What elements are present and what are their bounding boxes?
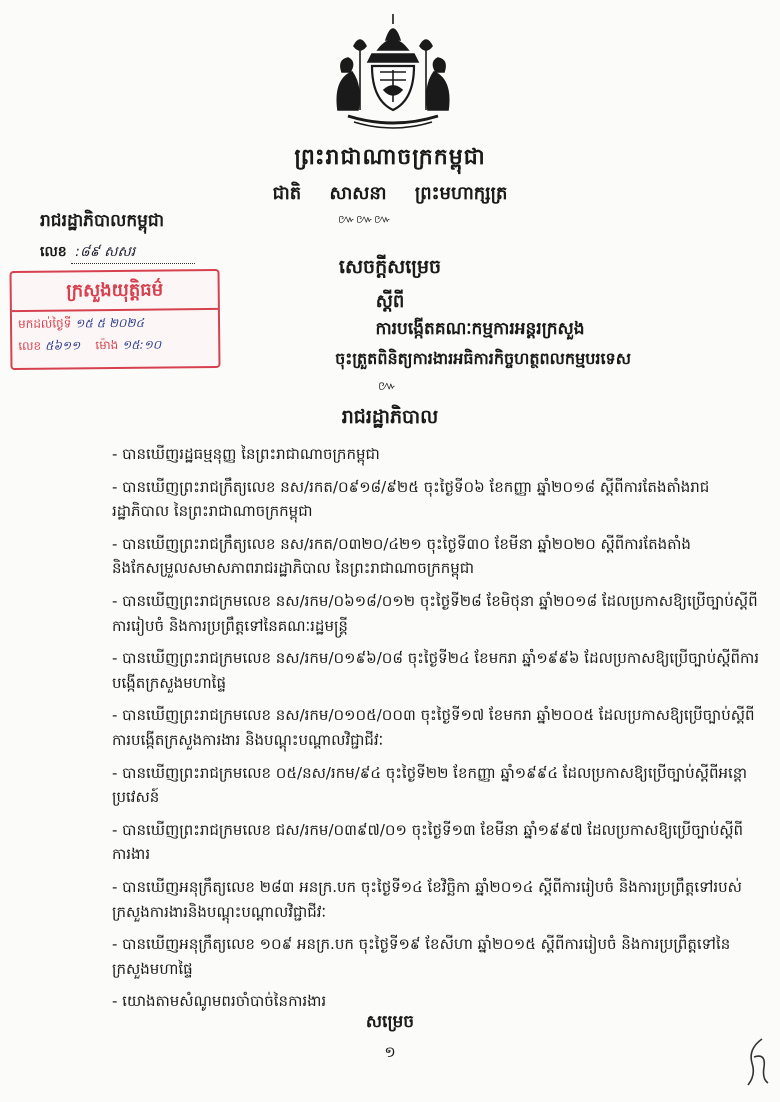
stamp-number-label: លេខ [18,338,42,354]
issuer-name: រាជរដ្ឋាភិបាលកម្ពុជា [40,211,165,231]
subject-line-2: ចុះត្រួតពិនិត្យការងារអធិការកិច្ចហត្ថពលកម្មបរទេស [335,349,631,368]
stamp-received-label: មកដល់ថ្ងៃទី [17,316,72,332]
document-type-title: សេចក្ដីសម្រេច [338,256,442,278]
stamp-number-value: ៥៦១១ [44,338,81,353]
list-item: - យោងតាមសំណូមពរចាំបាច់នៃការងារ [112,992,327,1011]
header-ornament: ៚៚៚ [338,212,392,226]
list-item: - បានឃើញអនុក្រឹត្យលេខ ២៨៣ អនក្រ.បក ចុះថ្ងៃទី១៤ ខែវិច្ឆិកា ឆ្នាំ២០១៤ ស្ដីពីការរៀបចំ និងការប្រព្រឹត្តទៅរបស់ក្រសួងការងារនិងបណ្ដុះបណ្ដាលវិជ្ជាជីវៈ [112,878,742,921]
list-item: - បានឃើញព្រះរាជក្រមលេខ ០៥/នស/រកម/៩៤ ចុះថ្ងៃទី២២ ខែកញ្ញា ឆ្នាំ១៩៩៤ ដែលប្រកាសឱ្យប្រើច្បាប់ស្ដីពីអន្តោប្រវេសន៍ [112,763,748,807]
body-heading: រាជរដ្ឋាភិបាល [341,406,439,428]
decides-heading: សម្រេច [365,1012,415,1032]
stamp-received-date: ១៥ ៥ ២០២៤ [75,315,145,331]
page-number: ១ [384,1043,396,1061]
stamp-time-label: ម៉ោង [95,337,119,353]
list-item: - បានឃើញព្រះរាជក្រឹត្យលេខ នស/រកត/០៩១៨/៩២៥ ចុះថ្ងៃទី០៦ ខែកញ្ញា ឆ្នាំ២០១៨ ស្ដីពីការតែងតាំងរាជរដ្ឋាភិបាល នៃព្រះរាជាណាចក្រកម្ពុជា [112,477,710,521]
preamble-list [112,442,760,1022]
reference-label: លេខ [40,244,67,260]
list-item: - បានឃើញព្រះរាជក្រមលេខ នស/រកម/០៦១៨/០១២ ចុះថ្ងៃទី២៨ ខែមិថុនា ឆ្នាំ២០១៨ ដែលប្រកាសឱ្យប្រើច្បាប់ស្ដីពីការរៀបចំ និងការប្រព្រឹត្តទៅនៃគណៈរដ្ឋមន្ត្រី [112,592,758,635]
handwritten-initial [742,1035,772,1090]
kingdom-name: ព្រះរាជាណាចក្រកម្ពុជា [294,144,486,170]
regarding-label: ស្ដីពី [375,291,405,312]
list-item: - បានឃើញព្រះរាជក្រមលេខ ជស/រកម/០៣៩៧/០១ ចុះថ្ងៃទី១៣ ខែមីនា ឆ្នាំ១៩៩៧ ដែលប្រកាសឱ្យប្រើច្បាប់ស្ដីពីការងារ [112,820,744,864]
list-item: - បានឃើញព្រះរាជក្រមលេខ នស/រកម/០១០៥/០០៣ ចុះថ្ងៃទី១៧ ខែមករា ឆ្នាំ២០០៥ ដែលប្រកាសឱ្យប្រើច្បាប់ស្ដីពីការបង្កើតក្រសួងការងារ និងបណ្ដុះបណ្ដាលវិជ្ជាជីវៈ [112,706,755,749]
stamp-title: ក្រសួងយុត្តិធម៌ [12,271,218,312]
reference-value: :៨៩ សសរ [71,242,195,264]
royal-coat-of-arms-emblem [328,10,458,135]
title-ornament: ៚ [378,379,398,394]
received-stamp [9,269,220,370]
national-motto: ជាតិ សាសនា ព្រះមហាក្សត្រ [272,183,508,204]
stamp-time-value: ១៥:១០ [121,337,162,352]
list-item: - បានឃើញព្រះរាជក្រឹត្យលេខ នស/រកត/០៣២០/៤២១ ចុះថ្ងៃទី៣០ ខែមីនា ឆ្នាំ២០២០ ស្ដីពីការតែងតាំង និងកែសម្រួលសមាសភាពរាជរដ្ឋាភិបាល នៃព្រះរាជាណាចក្រកម្ពុជា [112,534,691,578]
list-item: - បានឃើញអនុក្រឹត្យលេខ ១០៩ អនក្រ.បក ចុះថ្ងៃទី១៩ ខែសីហា ឆ្នាំ២០១៥ ស្ដីពីការរៀបចំ និងការប្រព្រឹត្តទៅនៃក្រសួងមហាផ្ទៃ [112,935,731,978]
stamp-number-row [12,332,218,356]
list-item: - បានឃើញព្រះរាជក្រមលេខ នស/រកម/០១៩៦/០៨ ចុះថ្ងៃទី២៤ ខែមករា ឆ្នាំ១៩៩៦ ដែលប្រកាសឱ្យប្រើច្បាប់ស្ដីពីការបង្កើតក្រសួងមហាផ្ទៃ [112,649,760,692]
subject-line-1: ការបង្កើតគណៈកម្មការអន្តរក្រសួង [375,319,585,339]
list-item: - បានឃើញរដ្ឋធម្មនុញ្ញ នៃព្រះរាជាណាចក្រកម្ពុជា [112,445,380,463]
